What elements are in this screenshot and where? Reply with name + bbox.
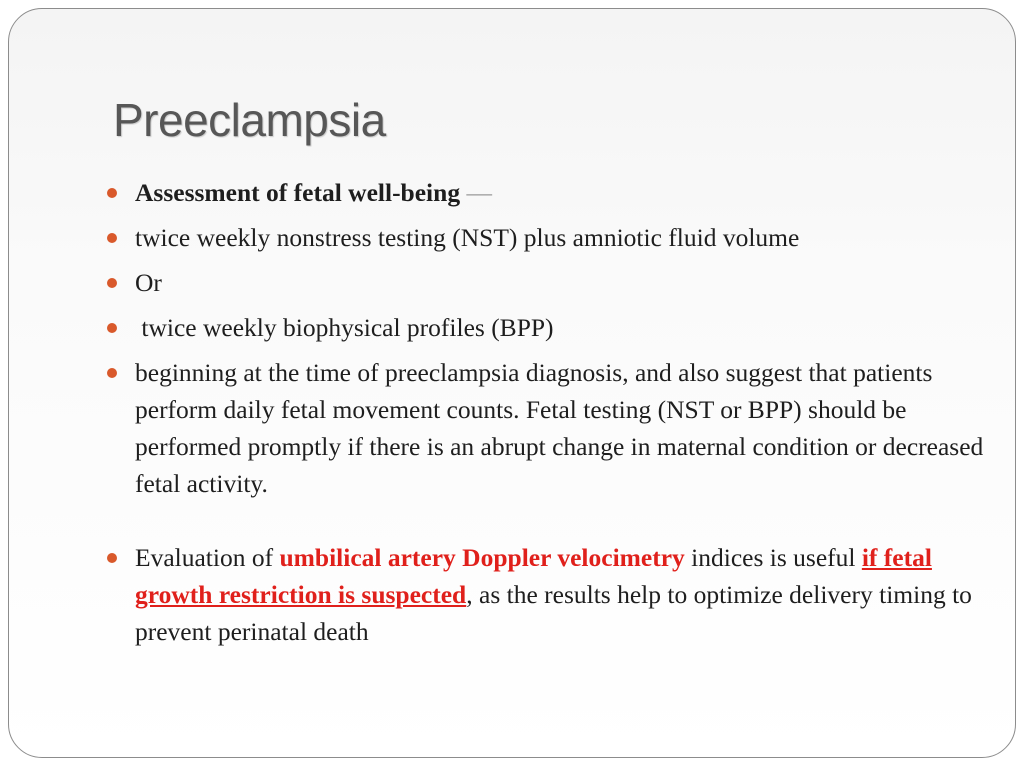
bullet-dot-icon (107, 368, 117, 378)
bullet-list (107, 174, 987, 658)
bullet-heading: Assessment of fetal well-being (135, 178, 461, 207)
bullet-item-nst (107, 219, 987, 256)
bullet-text-mid: indices is useful (684, 543, 862, 572)
doppler-highlight: umbilical artery Doppler velocimetry (279, 543, 685, 572)
bullet-dot-icon (107, 553, 117, 563)
slide (8, 8, 1016, 758)
bullet-text: twice weekly nonstress testing (NST) plus amniotic fluid volume (135, 223, 800, 252)
bullet-item-or (107, 264, 987, 301)
bullet-item-bpp (107, 309, 987, 346)
bullet-text: Or (135, 268, 162, 297)
bullet-dot-icon (107, 233, 117, 243)
bullet-item-fetal-assessment (107, 174, 987, 211)
bullet-text-pre: Evaluation of (135, 543, 280, 572)
bullet-item-timing (107, 354, 987, 502)
bullet-dot-icon (107, 323, 117, 333)
bullet-dash: — (466, 178, 492, 207)
bullet-text-post: , as the results help to optimize delivery timing to prevent perinatal death (135, 580, 972, 646)
slide-title: Preeclampsia (113, 94, 386, 146)
bullet-dot-icon (107, 188, 117, 198)
bullet-item-doppler (107, 539, 987, 650)
bullet-text: beginning at the time of preeclampsia diagnosis, and also suggest that patients perform daily fetal movement counts. Fetal testing (NST or BPP) should be performed promptly if there is an abrupt change in maternal condition or decreased fetal activity. (135, 358, 984, 498)
bullet-text: twice weekly biophysical profiles (BPP) (135, 313, 554, 342)
bullet-dot-icon (107, 278, 117, 288)
growth-restriction-highlight: if fetal growth restriction is suspected (135, 543, 932, 609)
